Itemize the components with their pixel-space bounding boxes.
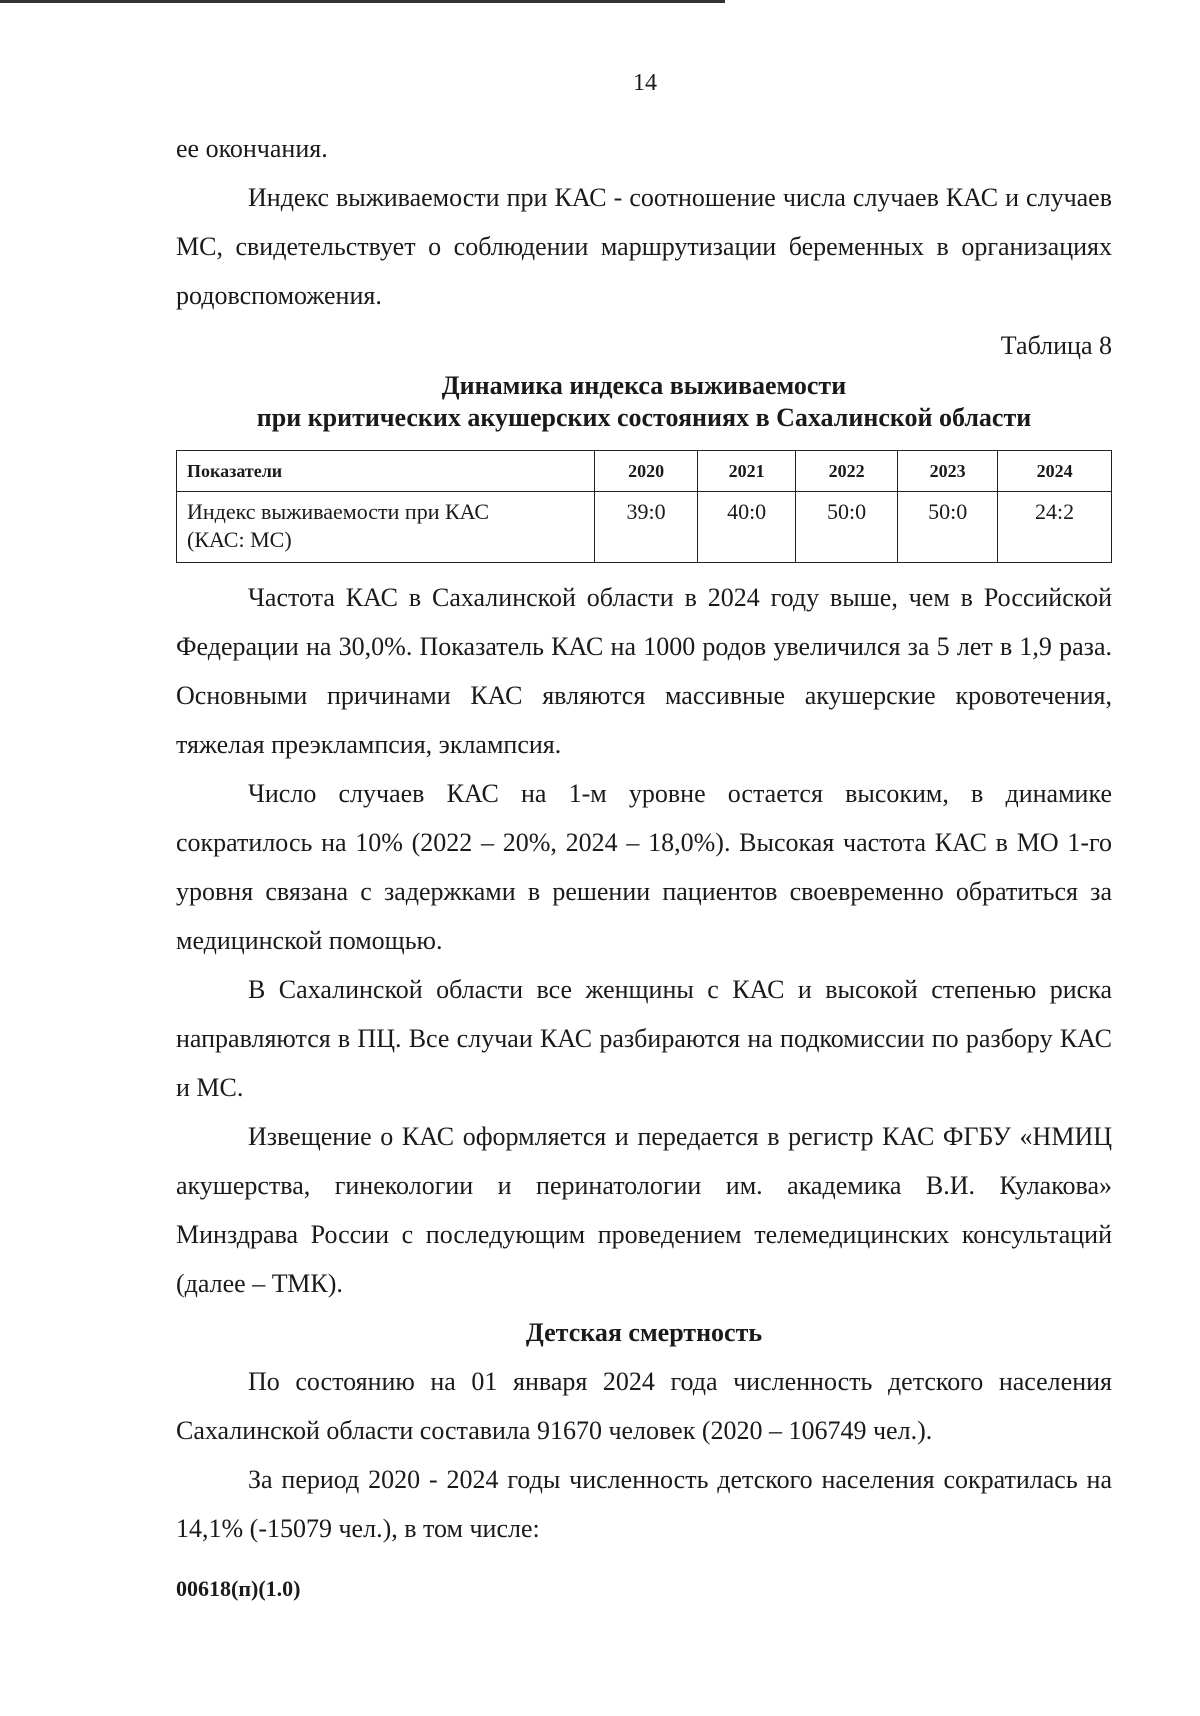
survival-index-table <box>176 450 1112 563</box>
header-year-2021: 2021 <box>698 451 796 492</box>
header-year-2023: 2023 <box>898 451 998 492</box>
table-title-line-1: Динамика индекса выживаемости <box>441 371 847 400</box>
table-title-line-2: при критических акушерских состояниях в Сахалинской области <box>256 403 1032 432</box>
paragraph-level-one: Число случаев КАС на 1-м уровне остается высоким, в динамике сократилось на 10% (2022 – 20%, 2024 – 18,0%). Высокая частота КАС в МО 1-го уровня связана с задержками в решении пациентов своевременно обратиться за медицинской помощью. <box>176 779 1112 955</box>
paragraph-survival-index: Индекс выживаемости при КАС - соотношение числа случаев КАС и случаев МС, свидетельствует о соблюдении маршрутизации беременных в организациях родовспоможения. <box>176 183 1112 310</box>
paragraph-population-decline: За период 2020 - 2024 годы численность детского населения сократилась на 14,1% (-15079 чел.), в том числе: <box>176 1465 1112 1543</box>
document-code: 00618(п)(1.0) <box>176 1576 301 1601</box>
scan-top-line <box>0 0 725 3</box>
header-year-2020: 2020 <box>595 451 698 492</box>
cell-2021: 40:0 <box>698 492 796 563</box>
table-title <box>176 370 1112 434</box>
table-row <box>177 492 1112 563</box>
row-label-line-2: (КАС: МС) <box>187 527 292 552</box>
cell-2024: 24:2 <box>998 492 1112 563</box>
header-year-2024: 2024 <box>998 451 1112 492</box>
header-indicators: Показатели <box>177 451 595 492</box>
header-year-2022: 2022 <box>796 451 898 492</box>
cell-2022: 50:0 <box>796 492 898 563</box>
paragraph-routing: В Сахалинской области все женщины с КАС и высокой степенью риска направляются в ПЦ. Все случаи КАС разбираются на подкомиссии по разбору КАС и МС. <box>176 975 1112 1102</box>
page-number: 14 <box>633 70 657 96</box>
paragraph-child-population: По состоянию на 01 января 2024 года численность детского населения Сахалинской области составила 91670 человек (2020 – 106749 чел.). <box>176 1367 1112 1445</box>
table-number: Таблица 8 <box>1000 331 1112 360</box>
table-header-row <box>177 451 1112 492</box>
row-label-line-1: Индекс выживаемости при КАС <box>187 499 490 524</box>
document-body <box>176 124 1112 1553</box>
paragraph-kas-frequency: Частота КАС в Сахалинской области в 2024 году выше, чем в Российской Федерации на 30,0%. Показатель КАС на 1000 родов увеличился за 5 лет в 1,9 раза. Основными причинами КАС являются массивные акушерские кровотечения, тяжелая преэклампсия, эклампсия. <box>176 583 1112 759</box>
section-heading: Детская смертность <box>525 1318 763 1347</box>
cell-2023: 50:0 <box>898 492 998 563</box>
row-label <box>177 492 595 563</box>
paragraph-continuation: ее окончания. <box>176 134 328 163</box>
cell-2020: 39:0 <box>595 492 698 563</box>
paragraph-notification: Извещение о КАС оформляется и передается в регистр КАС ФГБУ «НМИЦ акушерства, гинекологии и перинатологии им. академика В.И. Кулакова» Минздрава России с последующим проведением телемедицинских консультаций (далее – ТМК). <box>176 1122 1112 1298</box>
